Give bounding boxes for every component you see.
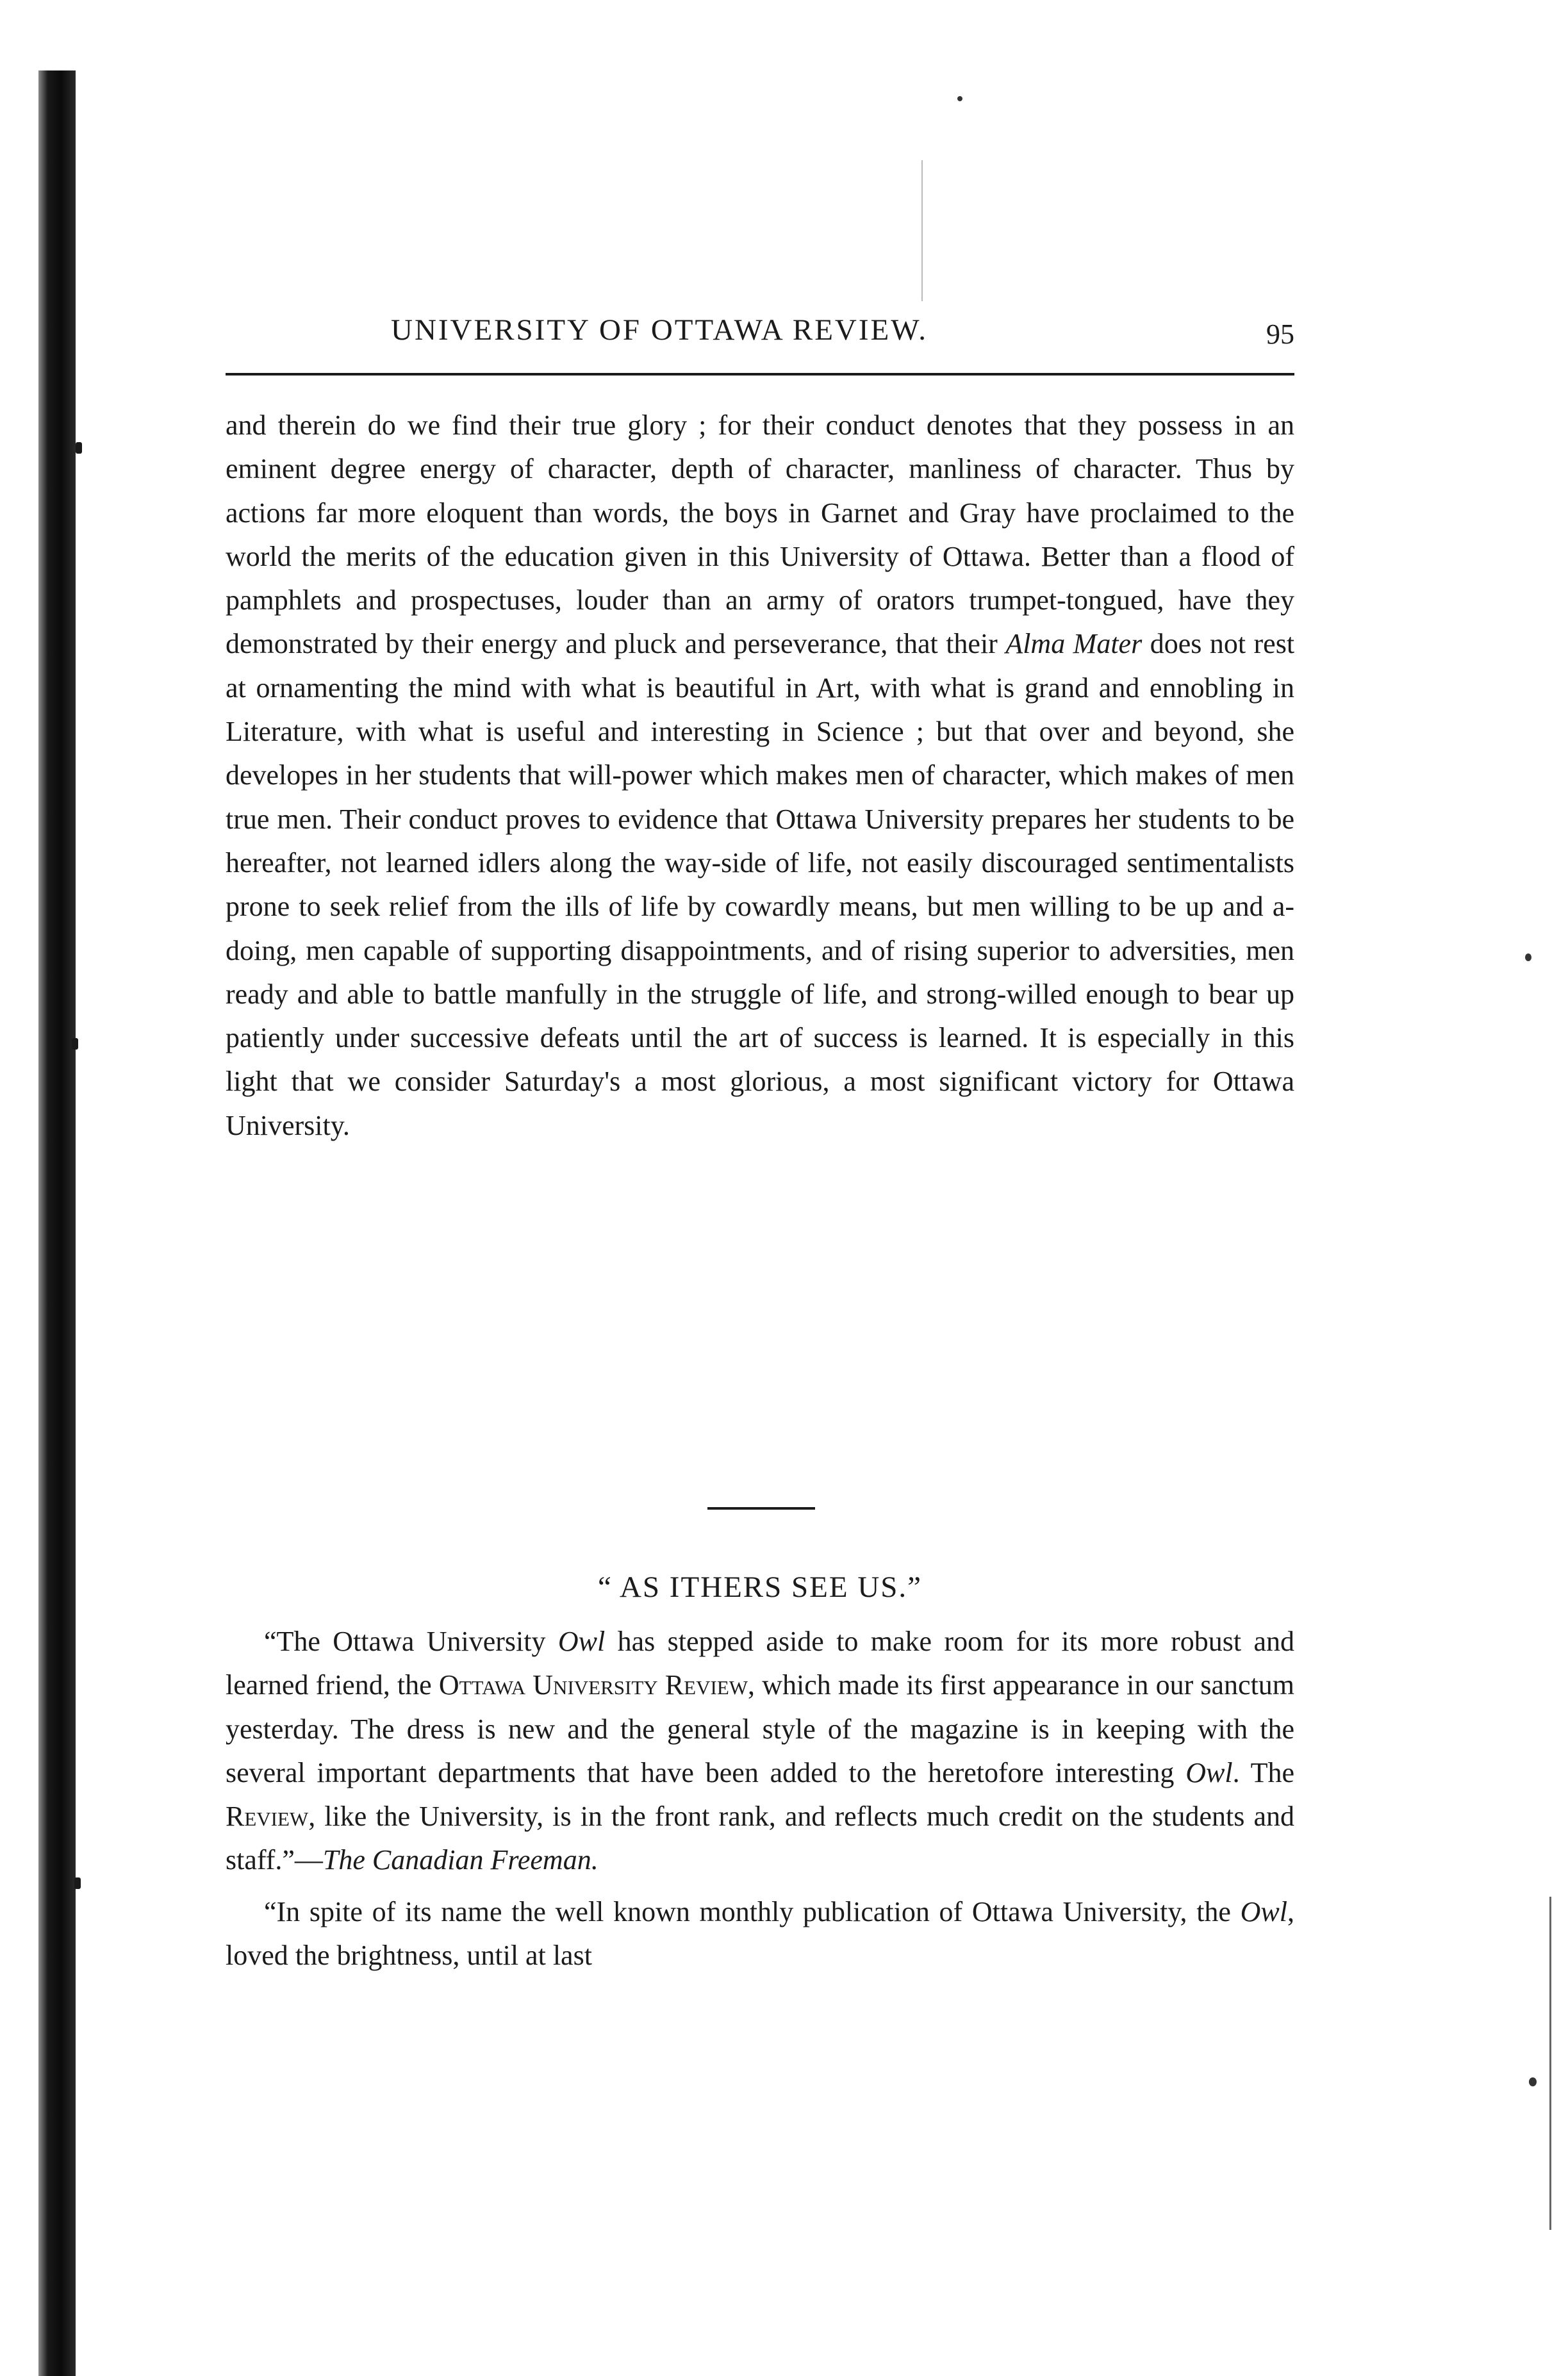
- scan-speck: [72, 1038, 78, 1050]
- scan-margin-mark: [1549, 1897, 1551, 2230]
- quote-text-part: , which made its first appearance in our sanctum yesterday. The dress is new and the general style of the magazine is in keeping with the several important departments that have been added to the heretofore interesting: [226, 1669, 1295, 1788]
- quote-text-part: “The Ottawa University: [264, 1626, 546, 1657]
- alma-mater-italic: Alma Mater: [1005, 628, 1143, 660]
- review-short-smallcaps: Review: [226, 1801, 309, 1833]
- scan-speck: [957, 96, 962, 101]
- owl-italic: Owl: [1240, 1895, 1287, 1927]
- scan-margin-mark: [921, 160, 923, 301]
- scan-binding-edge: [38, 70, 76, 2376]
- scan-speck: [1525, 953, 1531, 961]
- quote-text-part: . The: [1232, 1756, 1294, 1788]
- running-head: UNIVERSITY OF OTTAWA REVIEW.: [391, 313, 928, 347]
- article-body: [226, 404, 1294, 1148]
- scan-speck: [1529, 2077, 1537, 2086]
- quote-text-part: “In spite of its name the well known monthly publication of Ottawa University, the: [264, 1895, 1231, 1927]
- owl-italic: Owl: [557, 1626, 606, 1657]
- header-rule: [226, 373, 1294, 375]
- quote-paragraph: [226, 1890, 1294, 1978]
- quote-source: The Canadian Freeman.: [322, 1844, 598, 1876]
- section-title: “ AS ITHERS SEE US.”: [597, 1571, 923, 1604]
- quote-text-part: , like the University, is in the front rank, and reflects much credit on the students and staff.”—: [226, 1801, 1294, 1876]
- page-number: 95: [1266, 318, 1294, 350]
- article-text-part: does not rest at ornamenting the mind with what is beautiful in Art, with what is grand and ennobling in Literature, with what is useful and interesting in Science ; but that over and beyond, she developes in her students that will-power which makes men of character, which makes of men true men. Their conduct proves to evidence that Ottawa University prepares her students to be hereafter, not learned idlers along the way-side of life, not easily discouraged sentimentalists prone to seek relief from the ills of life by cowardly means, but men willing to be up and a-doing, men capable of supporting disappointments, and of rising superior to adversities, men ready and able to battle manfully in the struggle of life, and strong-willed enough to bear up patiently under successive defeats until the art of success is learned. It is especially in this light that we consider Saturday's a most glorious, a most significant victory for Ottawa University.: [226, 628, 1295, 1141]
- quote-text-part: has stepped aside to make room for its more robust and learned friend, the: [226, 1626, 1294, 1701]
- article-paragraph: [226, 404, 1294, 1148]
- scan-speck: [74, 1877, 81, 1889]
- owl-italic: Owl: [1185, 1756, 1233, 1788]
- article-text-part: and therein do we find their true glory ; for their conduct denotes that they possess in an eminent degree energy of character, depth of character, manliness of character. Thus by actions far more eloquent than words, the boys in Garnet and Gray have proclaimed to the world the merits of the education given in this University of Ottawa. Better than a flood of pamphlets and prospectuses, louder than an army of orators trumpet-tongued, have they demonstrated by their energy and pluck and perseverance, that their: [226, 409, 1294, 660]
- page-header: [226, 309, 1294, 373]
- quotes-section: [226, 1620, 1294, 1977]
- quote-paragraph: [226, 1620, 1294, 1883]
- review-name-smallcaps: Ottawa University Review: [438, 1669, 748, 1701]
- quote-text-part: , loved the brightness, until at last: [226, 1895, 1294, 1972]
- scan-speck: [76, 442, 82, 454]
- section-divider: [707, 1507, 815, 1510]
